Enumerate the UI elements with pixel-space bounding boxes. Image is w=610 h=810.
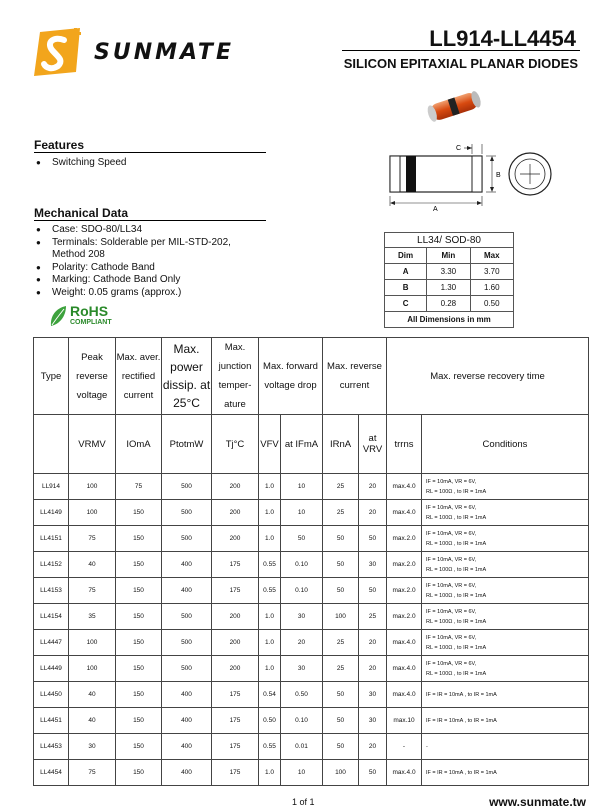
trr-cell: max.2.0 bbox=[387, 604, 422, 630]
conditions-line: IF = 10mA, VR = 6V, bbox=[426, 556, 477, 563]
vrm-cell: 75 bbox=[69, 760, 116, 786]
io-cell: 75 bbox=[116, 474, 162, 500]
mechanical-data-item: Method 208 bbox=[52, 249, 105, 260]
trr-unit-header: trrns bbox=[387, 415, 422, 474]
ir-cell: 25 bbox=[323, 500, 359, 526]
tj-cell: 200 bbox=[212, 474, 259, 500]
vrm-cell: 40 bbox=[69, 708, 116, 734]
trr-cell: max.4.0 bbox=[387, 656, 422, 682]
ir-unit-header: IRnA bbox=[323, 415, 359, 474]
type-cell: LL4154 bbox=[34, 604, 69, 630]
type-cell: LL4149 bbox=[34, 500, 69, 526]
max-cell: 1.60 bbox=[470, 280, 513, 296]
vrm-cell: 75 bbox=[69, 578, 116, 604]
conditions-cell bbox=[422, 474, 589, 500]
trr-cell: max.10 bbox=[387, 708, 422, 734]
if-cell: 10 bbox=[281, 474, 323, 500]
ptot-cell: 500 bbox=[162, 630, 212, 656]
type-cell: LL4449 bbox=[34, 656, 69, 682]
ptot-cell: 400 bbox=[162, 578, 212, 604]
table-row bbox=[34, 734, 589, 760]
table-row bbox=[34, 760, 589, 786]
ir-cell: 50 bbox=[323, 526, 359, 552]
type-cell: LL4153 bbox=[34, 578, 69, 604]
vr-cell: 20 bbox=[359, 500, 387, 526]
vrm-cell: 100 bbox=[69, 500, 116, 526]
rohs-sub-label: COMPLIANT bbox=[70, 319, 112, 326]
vr-cell: 50 bbox=[359, 578, 387, 604]
trr-cell: max.4.0 bbox=[387, 474, 422, 500]
trr-cell: max.4.0 bbox=[387, 682, 422, 708]
conditions-header: Conditions bbox=[422, 415, 589, 474]
ir-cell: 25 bbox=[323, 474, 359, 500]
vf-cell: 0.55 bbox=[259, 578, 281, 604]
type-cell: LL4151 bbox=[34, 526, 69, 552]
tj-cell: 200 bbox=[212, 656, 259, 682]
type-cell: LL4451 bbox=[34, 708, 69, 734]
ptot-unit-header: PtotmW bbox=[162, 415, 212, 474]
features-list bbox=[36, 157, 127, 170]
conditions-line: IF = 10mA, VR = 6V, bbox=[426, 530, 477, 537]
leaf-icon bbox=[48, 304, 68, 328]
min-cell: 0.28 bbox=[427, 296, 470, 312]
vf-cell: 0.55 bbox=[259, 734, 281, 760]
max-header: Max bbox=[470, 248, 513, 264]
dimension-table bbox=[384, 232, 514, 328]
ir-cell: 25 bbox=[323, 630, 359, 656]
if-cell: 0.10 bbox=[281, 578, 323, 604]
type-unit-cell bbox=[34, 415, 69, 474]
conditions-line: IF = IR = 10mA , to IR = 1mA bbox=[426, 717, 497, 724]
website-url: www.sunmate.tw bbox=[489, 795, 586, 809]
io-cell: 150 bbox=[116, 656, 162, 682]
conditions-line: RL = 100Ω , to IR = 1mA bbox=[426, 592, 487, 599]
table-row bbox=[34, 630, 589, 656]
vrm-cell: 40 bbox=[69, 682, 116, 708]
tj-cell: 175 bbox=[212, 734, 259, 760]
conditions-line: IF = 10mA, VR = 6V, bbox=[426, 478, 477, 485]
conditions-line: IF = 10mA, VR = 6V, bbox=[426, 660, 477, 667]
table-row bbox=[34, 552, 589, 578]
mechanical-data-heading: Mechanical Data bbox=[34, 206, 129, 220]
dim-cell: A bbox=[385, 264, 427, 280]
dim-cell: B bbox=[385, 280, 427, 296]
vrm-cell: 75 bbox=[69, 526, 116, 552]
dimension-b-label: B bbox=[496, 172, 501, 179]
tj-cell: 175 bbox=[212, 682, 259, 708]
conditions-line: IF = 10mA, VR = 6V, bbox=[426, 634, 477, 641]
features-heading: Features bbox=[34, 138, 85, 152]
vrm-cell: 35 bbox=[69, 604, 116, 630]
trr-cell: max.4.0 bbox=[387, 630, 422, 656]
table-row bbox=[34, 682, 589, 708]
package-outline-drawing bbox=[380, 140, 560, 212]
tj-cell: 200 bbox=[212, 500, 259, 526]
dim-cell: C bbox=[385, 296, 427, 312]
ptot-cell: 500 bbox=[162, 656, 212, 682]
ir-cell: 50 bbox=[323, 578, 359, 604]
conditions-cell bbox=[422, 526, 589, 552]
ptot-cell: 500 bbox=[162, 604, 212, 630]
mechanical-data-item: ● Polarity: Cathode Band bbox=[36, 262, 231, 275]
dimension-a-label: A bbox=[433, 206, 438, 212]
part-range-title: LL914-LL4454 bbox=[429, 26, 576, 51]
vf-unit-header: VFV bbox=[259, 415, 281, 474]
table-row bbox=[34, 604, 589, 630]
vrm-unit-header: VRMV bbox=[69, 415, 116, 474]
io-cell: 150 bbox=[116, 708, 162, 734]
vf-cell: 1.0 bbox=[259, 656, 281, 682]
min-header: Min bbox=[427, 248, 470, 264]
type-cell: LL4453 bbox=[34, 734, 69, 760]
mechanical-data-item: ● Weight: 0.05 grams (approx.) bbox=[36, 287, 231, 300]
type-header: Type bbox=[34, 338, 69, 415]
ptot-cell: 400 bbox=[162, 734, 212, 760]
mechanical-data-item: ● Case: SDO-80/LL34 bbox=[36, 224, 231, 237]
table-row bbox=[34, 526, 589, 552]
conditions-line: IF = 10mA, VR = 6V, bbox=[426, 582, 477, 589]
type-cell: LL4447 bbox=[34, 630, 69, 656]
io-cell: 150 bbox=[116, 630, 162, 656]
ptot-cell: 400 bbox=[162, 552, 212, 578]
mechanical-data-item: ● Terminals: Solderable per MIL-STD-202, bbox=[36, 237, 231, 250]
if-cell: 10 bbox=[281, 760, 323, 786]
conditions-line: RL = 100Ω , to IR = 1mA bbox=[426, 514, 487, 521]
vr-cell: 30 bbox=[359, 682, 387, 708]
trr-cell: - bbox=[387, 734, 422, 760]
ir-cell: 100 bbox=[323, 760, 359, 786]
tj-unit-header: Tj°C bbox=[212, 415, 259, 474]
io-cell: 150 bbox=[116, 734, 162, 760]
conditions-cell bbox=[422, 708, 589, 734]
ptot-cell: 400 bbox=[162, 708, 212, 734]
vf-cell: 1.0 bbox=[259, 630, 281, 656]
ir-cell: 100 bbox=[323, 604, 359, 630]
conditions-line: - bbox=[426, 743, 428, 750]
table-row bbox=[34, 474, 589, 500]
vr-cell: 25 bbox=[359, 604, 387, 630]
tj-cell: 175 bbox=[212, 552, 259, 578]
sunmate-logo bbox=[30, 26, 234, 78]
at-if-unit-header: at IFmA bbox=[281, 415, 323, 474]
reverse-current-header: Max. reverse current bbox=[323, 338, 387, 415]
table-row bbox=[34, 578, 589, 604]
vrm-cell: 100 bbox=[69, 474, 116, 500]
tj-cell: 175 bbox=[212, 578, 259, 604]
trr-cell: max.2.0 bbox=[387, 552, 422, 578]
conditions-line: RL = 100Ω , to IR = 1mA bbox=[426, 670, 487, 677]
type-cell: LL4152 bbox=[34, 552, 69, 578]
conditions-cell bbox=[422, 682, 589, 708]
dimension-c-label: C bbox=[456, 145, 462, 152]
if-cell: 50 bbox=[281, 526, 323, 552]
conditions-cell bbox=[422, 760, 589, 786]
io-cell: 150 bbox=[116, 500, 162, 526]
mechanical-data-divider bbox=[34, 220, 266, 221]
at-vr-unit-header: at VRV bbox=[359, 415, 387, 474]
dimension-table-caption: LL34/ SOD-80 bbox=[385, 233, 514, 248]
features-list-item: ● Switching Speed bbox=[36, 157, 127, 170]
io-cell: 150 bbox=[116, 552, 162, 578]
ptot-cell: 500 bbox=[162, 474, 212, 500]
type-cell: LL4454 bbox=[34, 760, 69, 786]
conditions-line: IF = IR = 10mA , to IR = 1mA bbox=[426, 769, 497, 776]
max-cell: 0.50 bbox=[470, 296, 513, 312]
conditions-line: RL = 100Ω , to IR = 1mA bbox=[426, 488, 487, 495]
mechanical-data-list bbox=[36, 224, 231, 299]
vf-cell: 0.55 bbox=[259, 552, 281, 578]
conditions-cell bbox=[422, 500, 589, 526]
if-cell: 0.10 bbox=[281, 708, 323, 734]
trr-cell: max.4.0 bbox=[387, 500, 422, 526]
vr-cell: 20 bbox=[359, 474, 387, 500]
vf-cell: 0.50 bbox=[259, 708, 281, 734]
diode-package-photo-icon bbox=[424, 86, 484, 126]
min-cell: 1.30 bbox=[427, 280, 470, 296]
sunmate-logo-mark-icon bbox=[30, 26, 84, 78]
io-cell: 150 bbox=[116, 760, 162, 786]
table-row bbox=[34, 656, 589, 682]
trr-cell: max.4.0 bbox=[387, 760, 422, 786]
vf-cell: 1.0 bbox=[259, 474, 281, 500]
table-row bbox=[34, 708, 589, 734]
dim-header: Dim bbox=[385, 248, 427, 264]
rohs-label: RoHS bbox=[70, 303, 109, 319]
product-subtitle: SILICON EPITAXIAL PLANAR DIODES bbox=[343, 56, 578, 71]
max-cell: 3.70 bbox=[470, 264, 513, 280]
average-rectified-current-header: Max. aver. rectified current bbox=[116, 338, 162, 415]
tj-cell: 200 bbox=[212, 526, 259, 552]
conditions-cell bbox=[422, 552, 589, 578]
io-cell: 150 bbox=[116, 604, 162, 630]
vf-cell: 1.0 bbox=[259, 604, 281, 630]
vr-cell: 50 bbox=[359, 526, 387, 552]
ptot-cell: 400 bbox=[162, 682, 212, 708]
type-cell: LL914 bbox=[34, 474, 69, 500]
vr-cell: 30 bbox=[359, 552, 387, 578]
vf-cell: 0.54 bbox=[259, 682, 281, 708]
ptot-cell: 400 bbox=[162, 760, 212, 786]
dimension-table-footer: All Dimensions in mm bbox=[385, 312, 514, 328]
tj-cell: 175 bbox=[212, 708, 259, 734]
brand-name: SUNMATE bbox=[94, 40, 234, 65]
ir-cell: 50 bbox=[323, 682, 359, 708]
ptot-cell: 500 bbox=[162, 526, 212, 552]
conditions-line: RL = 100Ω , to IR = 1mA bbox=[426, 566, 487, 573]
if-cell: 0.10 bbox=[281, 552, 323, 578]
mechanical-data-item: ● Marking: Cathode Band Only bbox=[36, 274, 231, 287]
forward-voltage-drop-header: Max. forward voltage drop bbox=[259, 338, 323, 415]
vrm-cell: 100 bbox=[69, 656, 116, 682]
conditions-line: IF = 10mA, VR = 6V, bbox=[426, 608, 477, 615]
ir-cell: 50 bbox=[323, 552, 359, 578]
tj-cell: 200 bbox=[212, 630, 259, 656]
ptot-cell: 500 bbox=[162, 500, 212, 526]
table-row bbox=[34, 500, 589, 526]
if-cell: 30 bbox=[281, 656, 323, 682]
io-cell: 150 bbox=[116, 682, 162, 708]
rohs-badge bbox=[48, 302, 128, 330]
vr-cell: 50 bbox=[359, 760, 387, 786]
page-number: 1 of 1 bbox=[292, 797, 315, 807]
vr-cell: 20 bbox=[359, 630, 387, 656]
if-cell: 20 bbox=[281, 630, 323, 656]
conditions-cell bbox=[422, 630, 589, 656]
conditions-line: RL = 100Ω , to IR = 1mA bbox=[426, 644, 487, 651]
conditions-line: RL = 100Ω , to IR = 1mA bbox=[426, 540, 487, 547]
junction-temperature-header: Max. junction temper- ature bbox=[212, 338, 259, 415]
vrm-cell: 100 bbox=[69, 630, 116, 656]
trr-cell: max.2.0 bbox=[387, 526, 422, 552]
conditions-line: IF = 10mA, VR = 6V, bbox=[426, 504, 477, 511]
if-cell: 0.50 bbox=[281, 682, 323, 708]
io-unit-header: IOmA bbox=[116, 415, 162, 474]
conditions-cell bbox=[422, 656, 589, 682]
tj-cell: 175 bbox=[212, 760, 259, 786]
features-divider bbox=[34, 152, 266, 153]
ir-cell: 25 bbox=[323, 656, 359, 682]
reverse-recovery-time-header: Max. reverse recovery time bbox=[387, 338, 589, 415]
type-cell: LL4450 bbox=[34, 682, 69, 708]
trr-cell: max.2.0 bbox=[387, 578, 422, 604]
specifications-table bbox=[33, 337, 589, 786]
if-cell: 10 bbox=[281, 500, 323, 526]
title-divider bbox=[342, 50, 580, 51]
io-cell: 150 bbox=[116, 526, 162, 552]
ir-cell: 50 bbox=[323, 708, 359, 734]
vr-cell: 30 bbox=[359, 708, 387, 734]
power-dissipation-header: Max. power dissip. at 25°C bbox=[162, 338, 212, 415]
if-cell: 30 bbox=[281, 604, 323, 630]
vf-cell: 1.0 bbox=[259, 760, 281, 786]
conditions-cell bbox=[422, 578, 589, 604]
conditions-line: IF = IR = 10mA , to IR = 1mA bbox=[426, 691, 497, 698]
vrm-cell: 40 bbox=[69, 552, 116, 578]
io-cell: 150 bbox=[116, 578, 162, 604]
tj-cell: 200 bbox=[212, 604, 259, 630]
conditions-cell bbox=[422, 604, 589, 630]
conditions-line: RL = 100Ω , to IR = 1mA bbox=[426, 618, 487, 625]
vr-cell: 20 bbox=[359, 656, 387, 682]
conditions-cell bbox=[422, 734, 589, 760]
vr-cell: 20 bbox=[359, 734, 387, 760]
vf-cell: 1.0 bbox=[259, 526, 281, 552]
ir-cell: 50 bbox=[323, 734, 359, 760]
vrm-cell: 30 bbox=[69, 734, 116, 760]
peak-reverse-voltage-header: Peak reverse voltage bbox=[69, 338, 116, 415]
vf-cell: 1.0 bbox=[259, 500, 281, 526]
min-cell: 3.30 bbox=[427, 264, 470, 280]
if-cell: 0.01 bbox=[281, 734, 323, 760]
